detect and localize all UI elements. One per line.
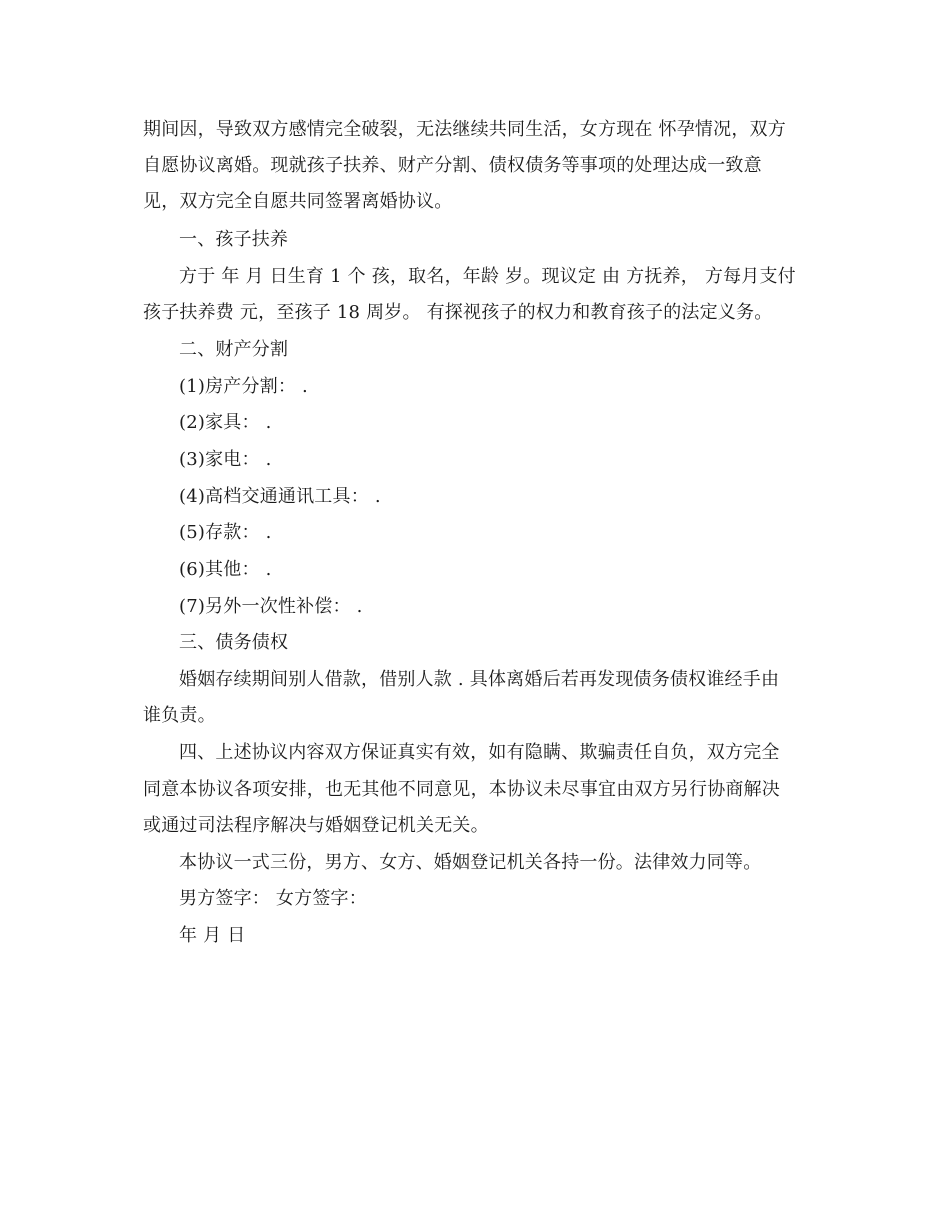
paragraph-copies: 本协议一式三份，男方、女方、婚姻登记机关各持一份。法律效力同等。	[179, 852, 762, 873]
property-item-vehicles-devices: (4)高档交通通讯工具： .	[179, 486, 381, 507]
section-heading-debts: 三、债务债权	[179, 632, 289, 653]
signature-line: 男方签字： 女方签字：	[179, 888, 367, 909]
paragraph-intro-line-3: 见，双方完全自愿共同签署离婚协议。	[143, 191, 453, 212]
paragraph-custody-line-2: 孩子扶养费 元，至孩子 18 周岁。 有探视孩子的权力和教育孩子的法定义务。	[143, 302, 773, 323]
section-heading-property-division: 二、财产分割	[179, 339, 289, 360]
property-item-savings: (5)存款： .	[179, 522, 272, 543]
paragraph-debts-line-2: 谁负责。	[143, 705, 216, 726]
section-heading-child-custody: 一、孩子扶养	[179, 229, 289, 250]
paragraph-intro-line-2: 自愿协议离婚。现就孩子扶养、财产分割、债权债务等事项的处理达成一致意	[143, 155, 762, 176]
paragraph-guarantee-line-1: 四、上述协议内容双方保证真实有效，如有隐瞒、欺骗责任自负，双方完全	[179, 742, 780, 763]
date-line: 年 月 日	[179, 925, 246, 946]
property-item-other: (6)其他： .	[179, 559, 272, 580]
paragraph-guarantee-line-2: 同意本协议各项安排，也无其他不同意见，本协议未尽事宜由双方另行协商解决	[143, 779, 780, 800]
property-item-furniture: (2)家具： .	[179, 412, 272, 433]
property-item-compensation: (7)另外一次性补偿： .	[179, 596, 363, 617]
property-item-appliances: (3)家电： .	[179, 449, 272, 470]
paragraph-custody-line-1: 方于 年 月 日生育 1 个 孩，取名，年龄 岁。现议定 由 方抚养， 方每月支付	[179, 266, 796, 287]
paragraph-debts-line-1: 婚姻存续期间别人借款，借别人款 . 具体离婚后若再发现债务债权谁经手由	[179, 669, 780, 690]
paragraph-intro-line-1: 期间因，导致双方感情完全破裂，无法继续共同生活，女方现在 怀孕情况，双方	[143, 119, 786, 140]
property-item-house: (1)房产分割： .	[179, 376, 308, 397]
paragraph-guarantee-line-3: 或通过司法程序解决与婚姻登记机关无关。	[143, 815, 489, 836]
